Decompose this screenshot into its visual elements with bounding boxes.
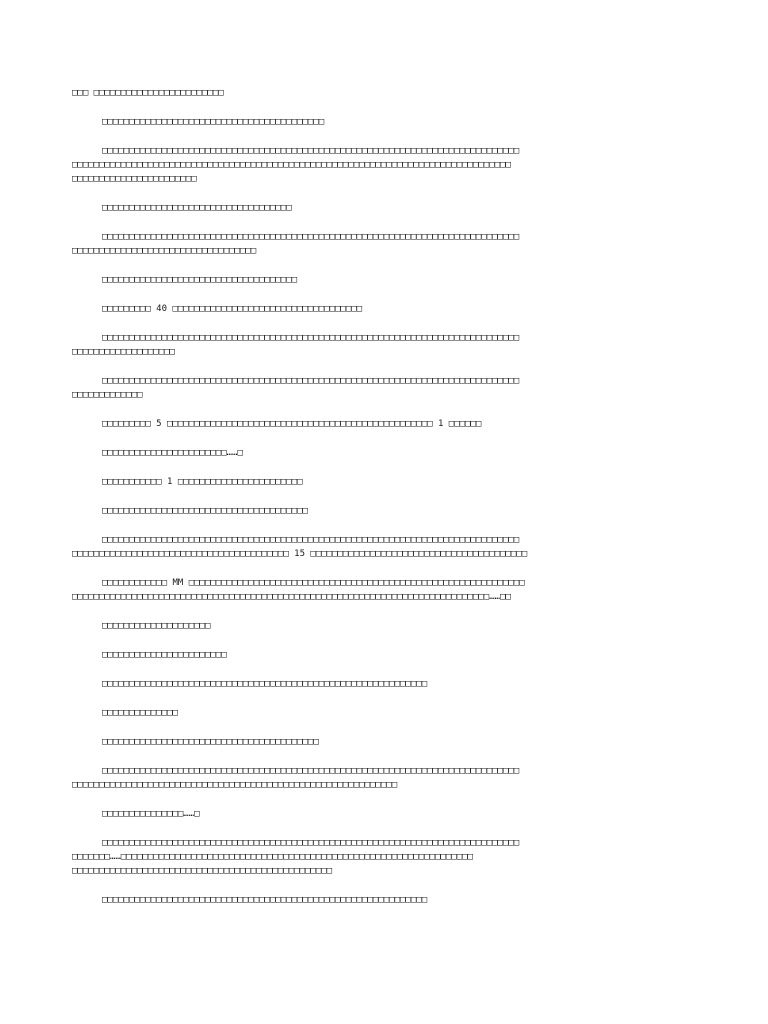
paragraph xyxy=(72,86,698,100)
text-line: □□□□□□□□□□□□□□□□□□□□□□□ xyxy=(72,174,197,184)
paragraph-spacer xyxy=(72,359,698,374)
paragraph-spacer xyxy=(72,691,698,706)
text-line: □□□□□□□□□□□□□□□□□□□□□□□□□□□□□□□□□□□□□□□□□□□□□□□□□□□□□□□□□□□□□□□□□□□□□□□□□□□□□ xyxy=(102,232,520,242)
text-line: □□□□□□□……□□□□□□□□□□□□□□□□□□□□□□□□□□□□□□□□□□□□□□□□□□□□□□□□□□□□□□□□□□□□□□□□□ xyxy=(72,852,473,862)
paragraph-spacer xyxy=(72,129,698,144)
paragraph xyxy=(72,115,698,129)
paragraph-spacer xyxy=(72,878,698,893)
paragraph xyxy=(72,677,698,691)
paragraph xyxy=(72,807,698,821)
text-line: □□□ □□□□□□□□□□□□□□□□□□□□□□□□ xyxy=(72,88,224,98)
paragraph xyxy=(72,230,698,258)
paragraph xyxy=(72,576,698,604)
paragraph xyxy=(72,533,698,561)
text-line: □□□□□□□□□ 40 □□□□□□□□□□□□□□□□□□□□□□□□□□□□□□□□□□□ xyxy=(102,304,363,314)
text-line: □□□□□□□□□□□□□□□□□□□□□□□□□□□□□□□□□□□□ xyxy=(102,275,298,285)
text-line: □□□□□□□□□□□□□□□□□□□ xyxy=(72,347,175,357)
text-line: □□□□□□□□□□□□□□□□□□□□□□□□□□□□□□□□□□□□□□□□□□□□□□□□□□□□□□□□□□□□□□□□□□□□□□□□□□□□□……□□ xyxy=(72,592,511,602)
text-line: □□□□□□□□□□□□□□□□□□□□□□□□□□□□□□□□□□□ xyxy=(102,203,292,213)
text-line: □□□□□□□□□□□□□□□□□□□□□□□□□□□□□□□□□□□□□□□□□□□□□□□□□□□□□□□□□□□□ xyxy=(102,895,428,905)
text-line: □□□□□□□□□□□□□ xyxy=(72,390,143,400)
paragraph-spacer xyxy=(72,316,698,331)
text-line: □□□□□□□□□□□□□□□……□ xyxy=(102,809,200,819)
text-line: □□□□□□□□□□□□□□□□□□□□□□□……□ xyxy=(102,448,243,458)
paragraph-spacer xyxy=(72,720,698,735)
paragraph-spacer xyxy=(72,402,698,417)
paragraph xyxy=(72,648,698,662)
paragraph-spacer xyxy=(72,561,698,576)
text-line: □□□□□□□□□□□□□□□□□□□□□□□□□□□□□□□□□□□□□□□□ 15 □□□□□□□□□□□□□□□□□□□□□□□□□□□□□□□□□□□□□□□□ xyxy=(72,549,528,559)
paragraph xyxy=(72,504,698,518)
paragraph-spacer xyxy=(72,792,698,807)
text-line: □□□□□□□□□□□□□□□□□□□□□□□□□□□□□□□□□□□□□□□□□□□□□□□□□□□□□□□□□□□□ xyxy=(72,780,398,790)
text-line: □□□□□□□□□□□□□□ xyxy=(102,708,178,718)
text-line: □□□□□□□□□□□□□□□□□□□□□□□□□□□□□□□□□□□□□□□□□□□□□□□□□□□□□□□□□□□□□□□□□□□□□□□□□□□□□ xyxy=(102,146,520,156)
paragraph-spacer xyxy=(72,662,698,677)
paragraph-spacer xyxy=(72,215,698,230)
text-line: □□□□□□□□□□□□□□□□□□□□□□□□□□□□□□□□□□□□□□□□□□□□□□□□□□□□□□□□□□□□□□□□□□□□□□□□□□□□□ xyxy=(102,838,520,848)
paragraph xyxy=(72,619,698,633)
paragraph xyxy=(72,331,698,359)
paragraph xyxy=(72,201,698,215)
text-line: □□□□□□□□□□□□□□□□□□□□□□□□□□□□□□□□□□□□□□□□ xyxy=(102,737,319,747)
paragraph-spacer xyxy=(72,749,698,764)
paragraph-spacer xyxy=(72,258,698,273)
text-line: □□□□□□□□□□□□□□□□□□□□□□□□□□□□□□□□□□□□□□□□□□□□□□□□□□□□□□□□□□□□□□□□□□□□□□□□□□□□□ xyxy=(102,376,520,386)
text-line: □□□□□□□□□□□□□□□□□□□□□□□□□□□□□□□□□□ xyxy=(72,246,257,256)
paragraph-spacer xyxy=(72,431,698,446)
paragraph-spacer xyxy=(72,518,698,533)
text-line: □□□□□□□□□□□□□□□□□□□□□□□ xyxy=(102,650,227,660)
text-line: □□□□□□□□□□□□□□□□□□□□□□□□□□□□□□□□□□□□□□□□□□□□□□□□□□□□□□□□□□□□□□□□□□□□□□□□□□□□□ xyxy=(102,333,520,343)
paragraph-spacer xyxy=(72,186,698,201)
paragraph xyxy=(72,475,698,489)
paragraph xyxy=(72,273,698,287)
paragraph xyxy=(72,735,698,749)
paragraph-spacer xyxy=(72,821,698,836)
paragraph xyxy=(72,302,698,316)
paragraph xyxy=(72,446,698,460)
paragraph-spacer xyxy=(72,489,698,504)
paragraph xyxy=(72,144,698,186)
text-line: □□□□□□□□□□□□□□□□□□□□□□□□□□□□□□□□□□□□□□□□□□□□□□□□□□□□□□□□□□□□ xyxy=(102,679,428,689)
text-line: □□□□□□□□□ 5 □□□□□□□□□□□□□□□□□□□□□□□□□□□□□□□□□□□□□□□□□□□□□□□□□ 1 □□□□□□ xyxy=(102,419,482,429)
paragraph xyxy=(72,417,698,431)
paragraph-spacer xyxy=(72,100,698,115)
paragraph xyxy=(72,836,698,878)
paragraph xyxy=(72,374,698,402)
paragraph-spacer xyxy=(72,604,698,619)
paragraph-spacer xyxy=(72,633,698,648)
paragraph-spacer xyxy=(72,287,698,302)
text-line: □□□□□□□□□□□□□□□□□□□□ xyxy=(102,621,211,631)
text-line: □□□□□□□□□□□□ MM □□□□□□□□□□□□□□□□□□□□□□□□□□□□□□□□□□□□□□□□□□□□□□□□□□□□□□□□□□□□□□ xyxy=(102,578,525,588)
text-line: □□□□□□□□□□□□□□□□□□□□□□□□□□□□□□□□□□□□□□□□□□□□□□□□ xyxy=(72,866,333,876)
paragraph xyxy=(72,764,698,792)
document-body xyxy=(72,86,698,907)
paragraph-spacer xyxy=(72,460,698,475)
text-line: □□□□□□□□□□□□□□□□□□□□□□□□□□□□□□□□□□□□□□ xyxy=(102,506,308,516)
paragraph xyxy=(72,706,698,720)
text-line: □□□□□□□□□□□□□□□□□□□□□□□□□□□□□□□□□□□□□□□□□□□□□□□□□□□□□□□□□□□□□□□□□□□□□□□□□□□□□ xyxy=(102,766,520,776)
text-line: □□□□□□□□□□□□□□□□□□□□□□□□□□□□□□□□□□□□□□□□□□□□□□□□□□□□□□□□□□□□□□□□□□□□□□□□□□□□□□□□□ xyxy=(72,160,511,170)
text-line: □□□□□□□□□□□□□□□□□□□□□□□□□□□□□□□□□□□□□□□□□ xyxy=(102,117,325,127)
text-line: □□□□□□□□□□□ 1 □□□□□□□□□□□□□□□□□□□□□□□ xyxy=(102,477,303,487)
paragraph xyxy=(72,893,698,907)
text-line: □□□□□□□□□□□□□□□□□□□□□□□□□□□□□□□□□□□□□□□□□□□□□□□□□□□□□□□□□□□□□□□□□□□□□□□□□□□□□ xyxy=(102,535,520,545)
